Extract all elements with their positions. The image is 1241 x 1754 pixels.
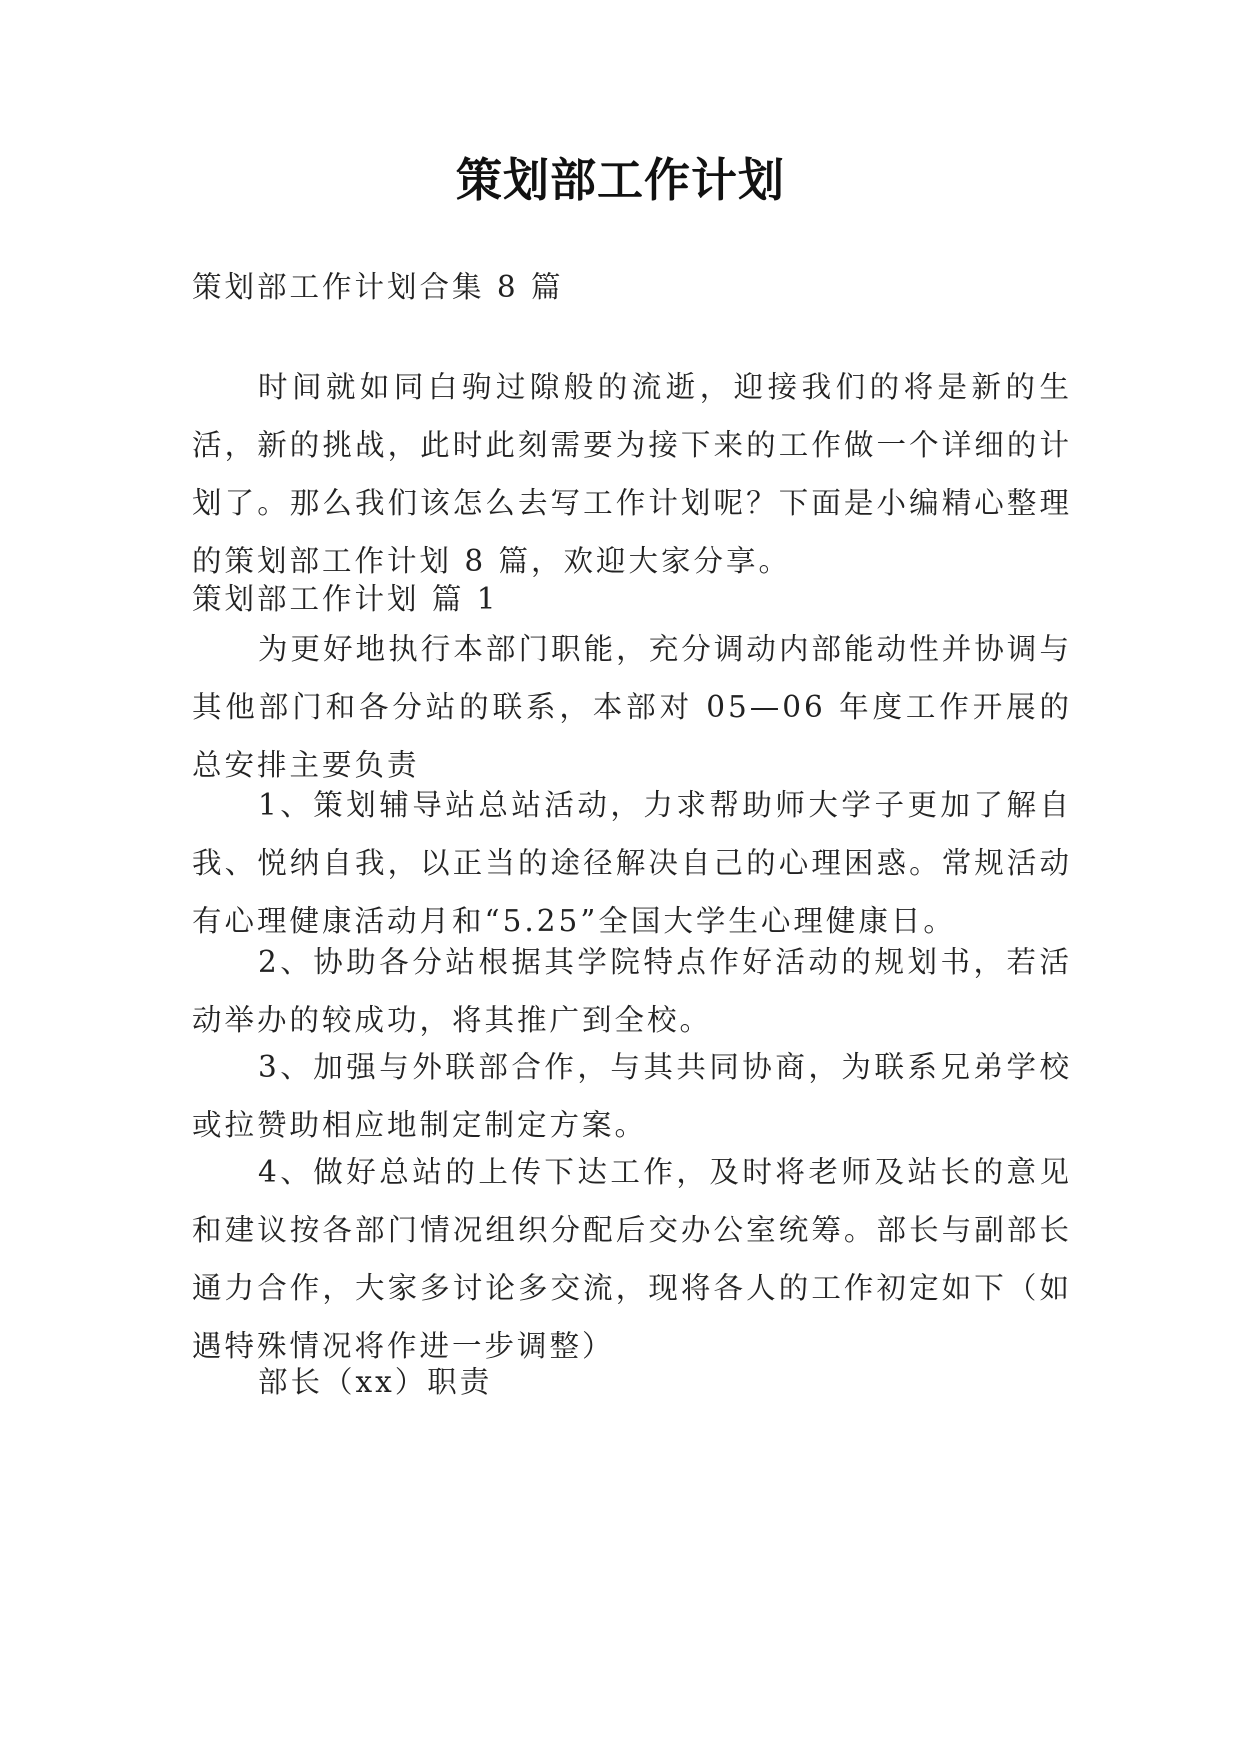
body-paragraph-1: 为更好地执行本部门职能，充分调动内部能动性并协调与其他部门和各分站的联系，本部对 05—06 年度工作开展的总安排主要负责 <box>192 632 1072 782</box>
body-paragraph-2: 1、策划辅导站总站活动，力求帮助师大学子更加了解自我、悦纳自我，以正当的途径解决自己的心理困惑。常规活动有心理健康活动月和“5.25”全国大学生心理健康日。 <box>192 788 1072 938</box>
body-paragraph-6: 部长（xx）职责 <box>258 1365 493 1399</box>
body-paragraph-4: 3、加强与外联部合作，与其共同协商，为联系兄弟学校或拉赞助相应地制定制定方案。 <box>192 1050 1072 1142</box>
body-paragraph-3: 2、协助各分站根据其学院特点作好活动的规划书，若活动举办的较成功，将其推广到全校。 <box>192 945 1072 1037</box>
section-heading: 策划部工作计划 篇 1 <box>192 582 499 616</box>
body-paragraph-5: 4、做好总站的上传下达工作，及时将老师及站长的意见和建议按各部门情况组织分配后交办公室统筹。部长与副部长通力合作，大家多讨论多交流，现将各人的工作初定如下（如遇特殊情况将作进一步调整） <box>192 1155 1072 1363</box>
document-title: 策划部工作计划 <box>456 153 785 207</box>
document-subtitle: 策划部工作计划合集 8 篇 <box>192 270 564 304</box>
intro-paragraph: 时间就如同白驹过隙般的流逝，迎接我们的将是新的生活，新的挑战，此时此刻需要为接下来的工作做一个详细的计划了。那么我们该怎么去写工作计划呢？下面是小编精心整理的策划部工作计划 8 篇，欢迎大家分享。 <box>192 370 1072 578</box>
